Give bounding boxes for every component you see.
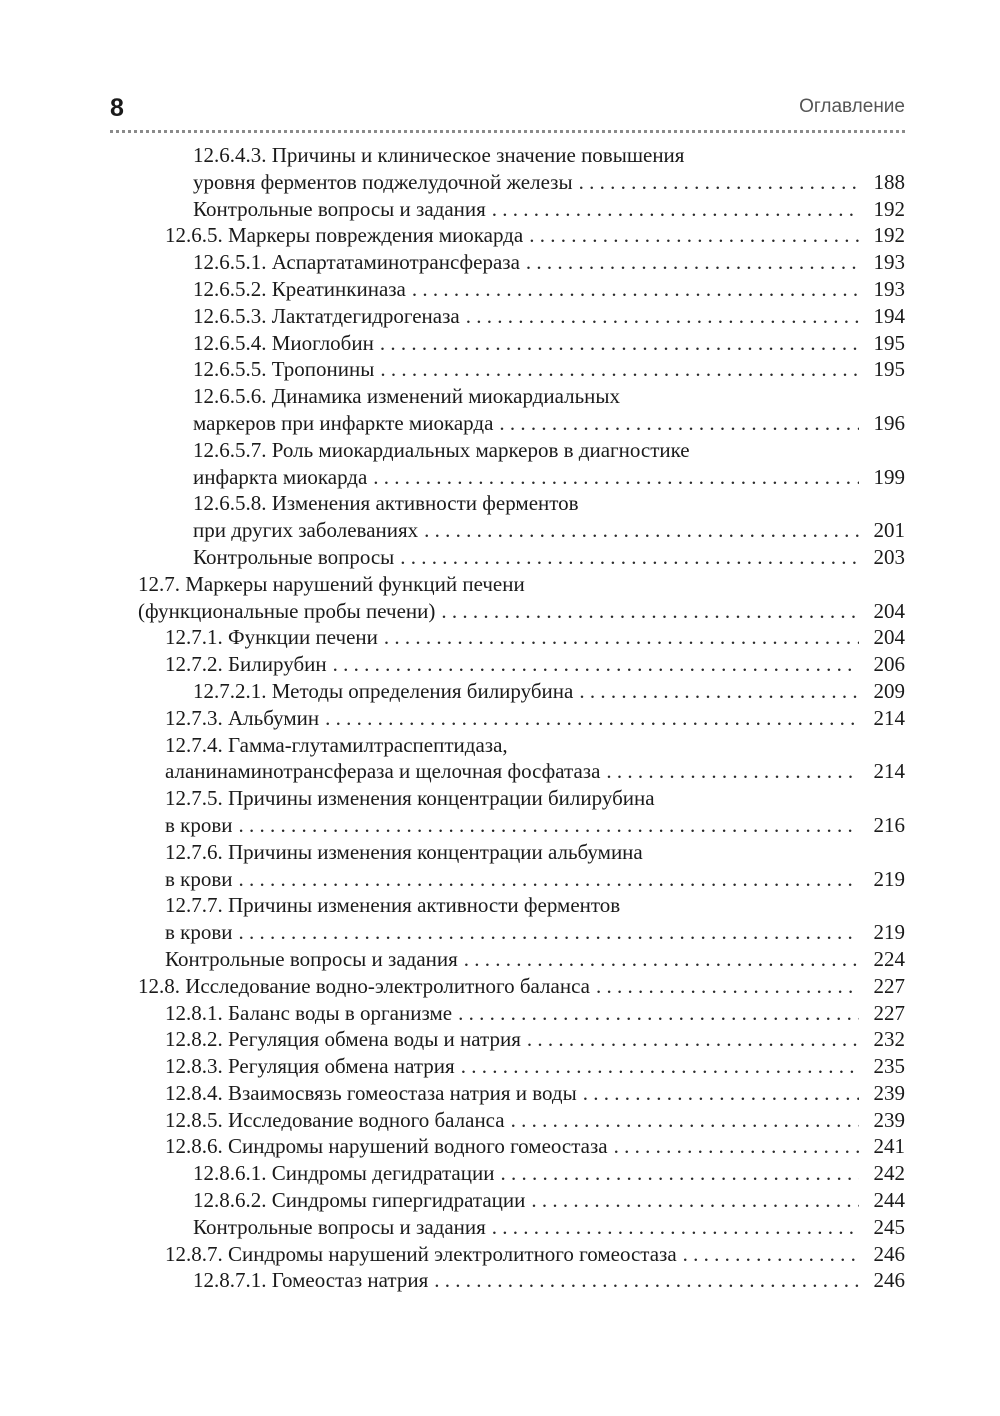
toc-entry-last-line	[165, 1241, 905, 1268]
table-of-contents	[110, 142, 905, 1294]
toc-entry-last-line	[193, 303, 905, 330]
dot-leader	[412, 276, 859, 303]
toc-entry-last-line	[165, 866, 905, 893]
running-title: Оглавление	[799, 96, 905, 117]
dot-leader	[239, 812, 859, 839]
toc-entry	[110, 142, 905, 196]
toc-page-number: 244	[873, 1188, 905, 1213]
dot-leader	[458, 1000, 859, 1027]
toc-entry-last-line	[165, 1133, 905, 1160]
toc-page-number: 224	[873, 946, 905, 971]
toc-entry-last-line	[138, 598, 905, 625]
toc-entry-title-line: 12.6.5.5. Тропонины	[193, 357, 375, 382]
toc-entry	[110, 437, 905, 491]
toc-entry	[110, 1267, 905, 1294]
toc-entry	[110, 785, 905, 839]
toc-entry	[110, 624, 905, 651]
dot-leader	[380, 330, 859, 357]
dot-leader	[499, 410, 859, 437]
toc-entry	[110, 1214, 905, 1241]
toc-entry-title-line: 12.8.4. Взаимосвязь гомеостаза натрия и воды	[165, 1080, 577, 1105]
toc-page-number: 209	[873, 678, 905, 703]
toc-entry-title-line: уровня ферментов поджелудочной железы	[193, 169, 573, 194]
toc-page-number: 235	[873, 1054, 905, 1079]
toc-entry-last-line	[165, 1053, 905, 1080]
toc-entry	[110, 705, 905, 732]
toc-entry-last-line	[165, 919, 905, 946]
toc-entry	[110, 383, 905, 437]
toc-entry-title-line: 12.6.5.6. Динамика изменений миокардиальных	[193, 384, 621, 409]
dot-leader	[579, 678, 859, 705]
toc-entry-last-line	[165, 1107, 905, 1134]
page-header	[110, 90, 905, 133]
toc-entry-last-line	[165, 705, 905, 732]
toc-entry	[110, 1080, 905, 1107]
toc-page-number: 193	[873, 250, 905, 275]
toc-entry-last-line	[193, 1214, 905, 1241]
toc-entry-title-line: 12.8.3. Регуляция обмена натрия	[165, 1054, 455, 1079]
toc-entry	[110, 356, 905, 383]
toc-entry-title-line: Контрольные вопросы	[193, 544, 395, 569]
toc-entry	[110, 1160, 905, 1187]
toc-entry-title-line: 12.6.5.4. Миоглобин	[193, 330, 374, 355]
toc-page-number: 203	[873, 544, 905, 569]
toc-page-number: 194	[873, 303, 905, 328]
toc-entry	[110, 839, 905, 893]
toc-entry-last-line	[165, 758, 905, 785]
toc-entry-title-line: 12.8.6.2. Синдромы гипергидратации	[193, 1188, 526, 1213]
toc-entry-last-line	[193, 410, 905, 437]
toc-page-number: 204	[873, 598, 905, 623]
toc-entry-last-line	[193, 544, 905, 571]
toc-entry-title-line: 12.8.5. Исследование водного баланса	[165, 1107, 505, 1132]
toc-entry	[110, 678, 905, 705]
toc-entry-last-line	[193, 1267, 905, 1294]
toc-entry-last-line	[165, 1000, 905, 1027]
dot-leader	[683, 1241, 859, 1268]
toc-entry-title-line: 12.7.1. Функции печени	[165, 625, 378, 650]
toc-entry-title-line: 12.7.7. Причины изменения активности ферментов	[165, 893, 621, 918]
toc-entry-last-line	[193, 249, 905, 276]
toc-entry-title-line: в крови	[165, 866, 233, 891]
dot-leader	[583, 1080, 859, 1107]
toc-entry-last-line	[193, 196, 905, 223]
toc-page-number: 246	[873, 1268, 905, 1293]
toc-page-number: 216	[873, 812, 905, 837]
toc-entry	[110, 1026, 905, 1053]
toc-page-number: 227	[873, 973, 905, 998]
toc-entry	[110, 490, 905, 544]
toc-entry-title-line: 12.8.2. Регуляция обмена воды и натрия	[165, 1027, 521, 1052]
toc-entry	[110, 249, 905, 276]
toc-entry	[110, 544, 905, 571]
toc-page-number: 232	[873, 1027, 905, 1052]
toc-page-number: 195	[873, 330, 905, 355]
toc-entry	[110, 1133, 905, 1160]
toc-entry	[110, 571, 905, 625]
toc-entry-last-line	[193, 330, 905, 357]
dot-leader	[434, 1267, 859, 1294]
dot-leader	[239, 866, 859, 893]
toc-entry-title-line: 12.6.5. Маркеры повреждения миокарда	[165, 223, 524, 248]
dot-leader	[373, 464, 859, 491]
toc-entry-title-line: 12.6.5.1. Аспартатаминотрансфераза	[193, 250, 520, 275]
toc-entry	[110, 651, 905, 678]
toc-page-number: 199	[873, 464, 905, 489]
dot-leader	[464, 946, 859, 973]
toc-entry-title-line: 12.8.7. Синдромы нарушений электролитного гомеостаза	[165, 1241, 677, 1266]
toc-page-number: 214	[873, 705, 905, 730]
dot-leader	[529, 222, 859, 249]
toc-page-number: 195	[873, 357, 905, 382]
toc-page-number: 201	[873, 518, 905, 543]
toc-page-number: 206	[873, 652, 905, 677]
page-number: 8	[110, 94, 124, 122]
toc-entry-title-line: 12.7.2.1. Методы определения билирубина	[193, 678, 574, 703]
toc-entry-last-line	[165, 946, 905, 973]
toc-entry-title-line: в крови	[165, 920, 233, 945]
toc-entry	[110, 303, 905, 330]
toc-entry	[110, 1187, 905, 1214]
toc-entry-title-line: Контрольные вопросы и задания	[193, 1214, 486, 1239]
toc-entry-title-line: 12.6.5.3. Лактатдегидрогеназа	[193, 303, 460, 328]
toc-entry	[110, 222, 905, 249]
toc-entry-title-line: инфаркта миокарда	[193, 464, 368, 489]
toc-page-number: 242	[873, 1161, 905, 1186]
dot-leader	[380, 356, 859, 383]
toc-entry-last-line	[193, 678, 905, 705]
toc-page-number: 192	[873, 196, 905, 221]
toc-entry-title-line: 12.7.2. Билирубин	[165, 652, 327, 677]
toc-entry-last-line	[193, 1160, 905, 1187]
toc-entry	[110, 276, 905, 303]
toc-page-number: 239	[873, 1107, 905, 1132]
dot-leader	[239, 919, 859, 946]
toc-entry	[110, 196, 905, 223]
toc-entry-title-line: 12.6.5.8. Изменения активности ферментов	[193, 491, 579, 516]
toc-page-number: 227	[873, 1000, 905, 1025]
dot-leader	[333, 651, 859, 678]
toc-page-number: 219	[873, 866, 905, 891]
toc-entry-title-line: 12.8.6.1. Синдромы дегидратации	[193, 1161, 495, 1186]
dot-leader	[606, 758, 859, 785]
toc-entry	[110, 732, 905, 786]
dot-leader	[492, 1214, 859, 1241]
dot-leader	[325, 705, 859, 732]
dot-leader	[492, 196, 859, 223]
toc-entry-last-line	[138, 973, 905, 1000]
toc-page-number: 204	[873, 625, 905, 650]
toc-page-number: 239	[873, 1080, 905, 1105]
toc-entry	[110, 973, 905, 1000]
toc-page-number: 193	[873, 276, 905, 301]
toc-entry-last-line	[165, 1080, 905, 1107]
toc-page-number: 246	[873, 1241, 905, 1266]
toc-entry-title-line: 12.7.6. Причины изменения концентрации альбумина	[165, 839, 643, 864]
dot-leader	[424, 517, 859, 544]
dot-leader	[511, 1107, 859, 1134]
toc-page-number: 192	[873, 223, 905, 248]
dot-leader	[579, 169, 859, 196]
toc-entry-title-line: 12.8.7.1. Гомеостаз натрия	[193, 1268, 429, 1293]
dot-leader	[500, 1160, 859, 1187]
toc-entry-title-line: 12.7.4. Гамма-глутамилтраспептидаза,	[165, 732, 508, 757]
toc-entry	[110, 946, 905, 973]
dot-leader	[614, 1133, 859, 1160]
toc-page-number: 196	[873, 410, 905, 435]
toc-entry-title-line: 12.6.5.2. Креатинкиназа	[193, 276, 406, 301]
toc-entry-last-line	[193, 464, 905, 491]
toc-entry-title-line: аланинаминотрансфераза и щелочная фосфатаза	[165, 759, 601, 784]
dot-leader	[384, 624, 859, 651]
toc-entry-last-line	[193, 356, 905, 383]
toc-entry	[110, 1053, 905, 1080]
toc-entry-title-line: 12.7. Маркеры нарушений функций печени	[138, 571, 525, 596]
dot-leader	[466, 303, 859, 330]
toc-entry-last-line	[193, 276, 905, 303]
toc-entry-title-line: 12.7.5. Причины изменения концентрации билирубина	[165, 786, 655, 811]
toc-entry-last-line	[165, 222, 905, 249]
toc-entry	[110, 892, 905, 946]
dot-leader	[527, 1026, 859, 1053]
toc-entry	[110, 1107, 905, 1134]
toc-entry-title-line: маркеров при инфаркте миокарда	[193, 410, 494, 435]
toc-entry-title-line: (функциональные пробы печени)	[138, 598, 436, 623]
dot-leader	[526, 249, 859, 276]
toc-entry-last-line	[165, 624, 905, 651]
toc-entry-title-line: 12.6.4.3. Причины и клиническое значение повышения	[193, 143, 685, 167]
dot-leader	[531, 1187, 859, 1214]
toc-entry-title-line: Контрольные вопросы и задания	[193, 196, 486, 221]
toc-page-number: 214	[873, 759, 905, 784]
toc-entry-title-line: 12.8. Исследование водно-электролитного баланса	[138, 973, 590, 998]
toc-page-number: 188	[873, 169, 905, 194]
toc-entry	[110, 1241, 905, 1268]
dot-leader	[596, 973, 859, 1000]
toc-entry-last-line	[165, 1026, 905, 1053]
toc-entry-title-line: при других заболеваниях	[193, 518, 419, 543]
toc-entry-title-line: 12.8.6. Синдромы нарушений водного гомеостаза	[165, 1134, 608, 1159]
toc-entry-title-line: 12.8.1. Баланс воды в организме	[165, 1000, 453, 1025]
toc-entry-title-line: в крови	[165, 812, 233, 837]
toc-entry	[110, 330, 905, 357]
toc-page-number: 245	[873, 1214, 905, 1239]
toc-entry-last-line	[193, 169, 905, 196]
toc-entry-title-line: Контрольные вопросы и задания	[165, 946, 458, 971]
toc-entry-title-line: 12.6.5.7. Роль миокардиальных маркеров в диагностике	[193, 437, 690, 462]
toc-entry-title-line: 12.7.3. Альбумин	[165, 705, 320, 730]
toc-page-number: 219	[873, 920, 905, 945]
dot-leader	[441, 598, 859, 625]
toc-page-number: 241	[873, 1134, 905, 1159]
toc-entry	[110, 1000, 905, 1027]
dot-leader	[400, 544, 859, 571]
dot-leader	[461, 1053, 859, 1080]
toc-entry-last-line	[193, 1187, 905, 1214]
toc-entry-last-line	[165, 651, 905, 678]
toc-entry-last-line	[165, 812, 905, 839]
toc-entry-last-line	[193, 517, 905, 544]
